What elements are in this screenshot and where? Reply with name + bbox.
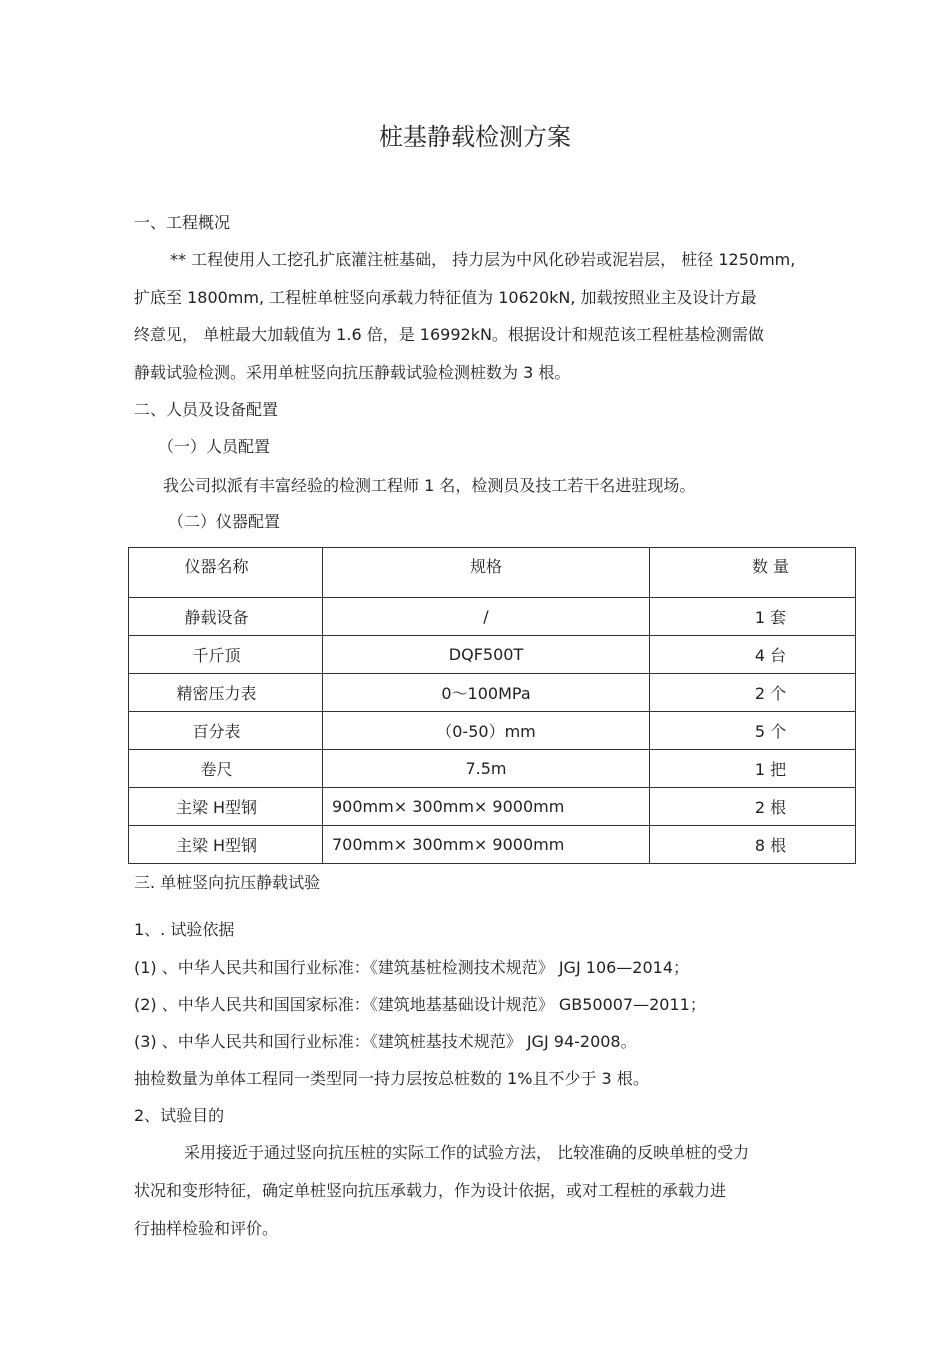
cell-spec: （0-50）mm (323, 712, 650, 750)
cell-qty: 4 台 (650, 636, 856, 674)
header-qty: 数 量 (650, 548, 856, 598)
basis-line-1: (1) 、中华人民共和国行业标准：《建筑基桩检测技术规范》 JGJ 106—2014； (134, 958, 690, 977)
purpose-line-2: 状况和变形特征，确定单桩竖向抗压承载力，作为设计依据，或对工程桩的承载力进 (134, 1181, 727, 1200)
table-row (129, 636, 856, 674)
cell-name: 卷尺 (129, 750, 323, 788)
purpose-line-1: 采用接近于通过竖向抗压桩的实际工作的试验方法， 比较准确的反映单桩的受力 (184, 1143, 750, 1162)
personnel-text: 我公司拟派有丰富经验的检测工程师 1 名，检测员及技工若干名进驻现场。 (163, 476, 696, 495)
basis-line-3: (3) 、中华人民共和国行业标准：《建筑桩基技术规范》 JGJ 94-2008。 (134, 1032, 637, 1051)
overview-line-4: 静载试验检测。采用单桩竖向抗压静载试验检测桩数为 3 根。 (134, 363, 571, 382)
table-row (129, 674, 856, 712)
equipment-subheading: （二）仪器配置 (168, 512, 281, 531)
cell-qty: 1 把 (650, 750, 856, 788)
section-2-heading: 二、人员及设备配置 (134, 400, 279, 419)
table-row (129, 598, 856, 636)
table-row (129, 750, 856, 788)
cell-spec: 900mm× 300mm× 9000mm (323, 788, 650, 826)
cell-qty: 1 套 (650, 598, 856, 636)
cell-qty: 5 个 (650, 712, 856, 750)
table-row (129, 826, 856, 864)
table-row (129, 712, 856, 750)
purpose-heading: 2、试验目的 (134, 1106, 225, 1125)
section-1-heading: 一、工程概况 (134, 213, 231, 232)
table-row (129, 788, 856, 826)
cell-name: 百分表 (129, 712, 323, 750)
cell-name: 主梁 H型钢 (129, 826, 323, 864)
overview-line-2: 扩底至 1800mm, 工程桩单桩竖向承载力特征值为 10620kN, 加载按照业主及设计方最 (134, 288, 757, 307)
header-name: 仪器名称 (129, 548, 323, 598)
cell-name: 主梁 H型钢 (129, 788, 323, 826)
cell-name: 静载设备 (129, 598, 323, 636)
basis-heading: 1、. 试验依据 (134, 920, 235, 939)
cell-qty: 8 根 (650, 826, 856, 864)
table-header-row (129, 548, 856, 598)
cell-spec: 700mm× 300mm× 9000mm (323, 826, 650, 864)
overview-line-1: ** 工程使用人工挖孔扩底灌注桩基础， 持力层为中风化砂岩或泥岩层， 桩径 1250mm, (170, 250, 796, 269)
cell-spec: / (323, 598, 650, 636)
equipment-table (128, 547, 856, 864)
cell-name: 精密压力表 (129, 674, 323, 712)
cell-qty: 2 个 (650, 674, 856, 712)
personnel-subheading: （一）人员配置 (158, 437, 271, 456)
basis-line-2: (2) 、中华人民共和国国家标准：《建筑地基基础设计规范》 GB50007—2011； (134, 995, 706, 1014)
overview-line-3: 终意见， 单桩最大加载值为 1.6 倍，是 16992kN。根据设计和规范该工程桩基检测需做 (134, 325, 764, 344)
cell-spec: DQF500T (323, 636, 650, 674)
header-spec: 规格 (323, 548, 650, 598)
document-title: 桩基静载检测方案 (379, 123, 571, 151)
cell-name: 千斤顶 (129, 636, 323, 674)
section-3-heading: 三. 单桩竖向抗压静载试验 (134, 873, 321, 892)
purpose-line-3: 行抽样检验和评价。 (134, 1219, 279, 1238)
cell-spec: 7.5m (323, 750, 650, 788)
cell-spec: 0～100MPa (323, 674, 650, 712)
cell-qty: 2 根 (650, 788, 856, 826)
sampling-note: 抽检数量为单体工程同一类型同一持力层按总桩数的 1%且不少于 3 根。 (134, 1069, 649, 1088)
